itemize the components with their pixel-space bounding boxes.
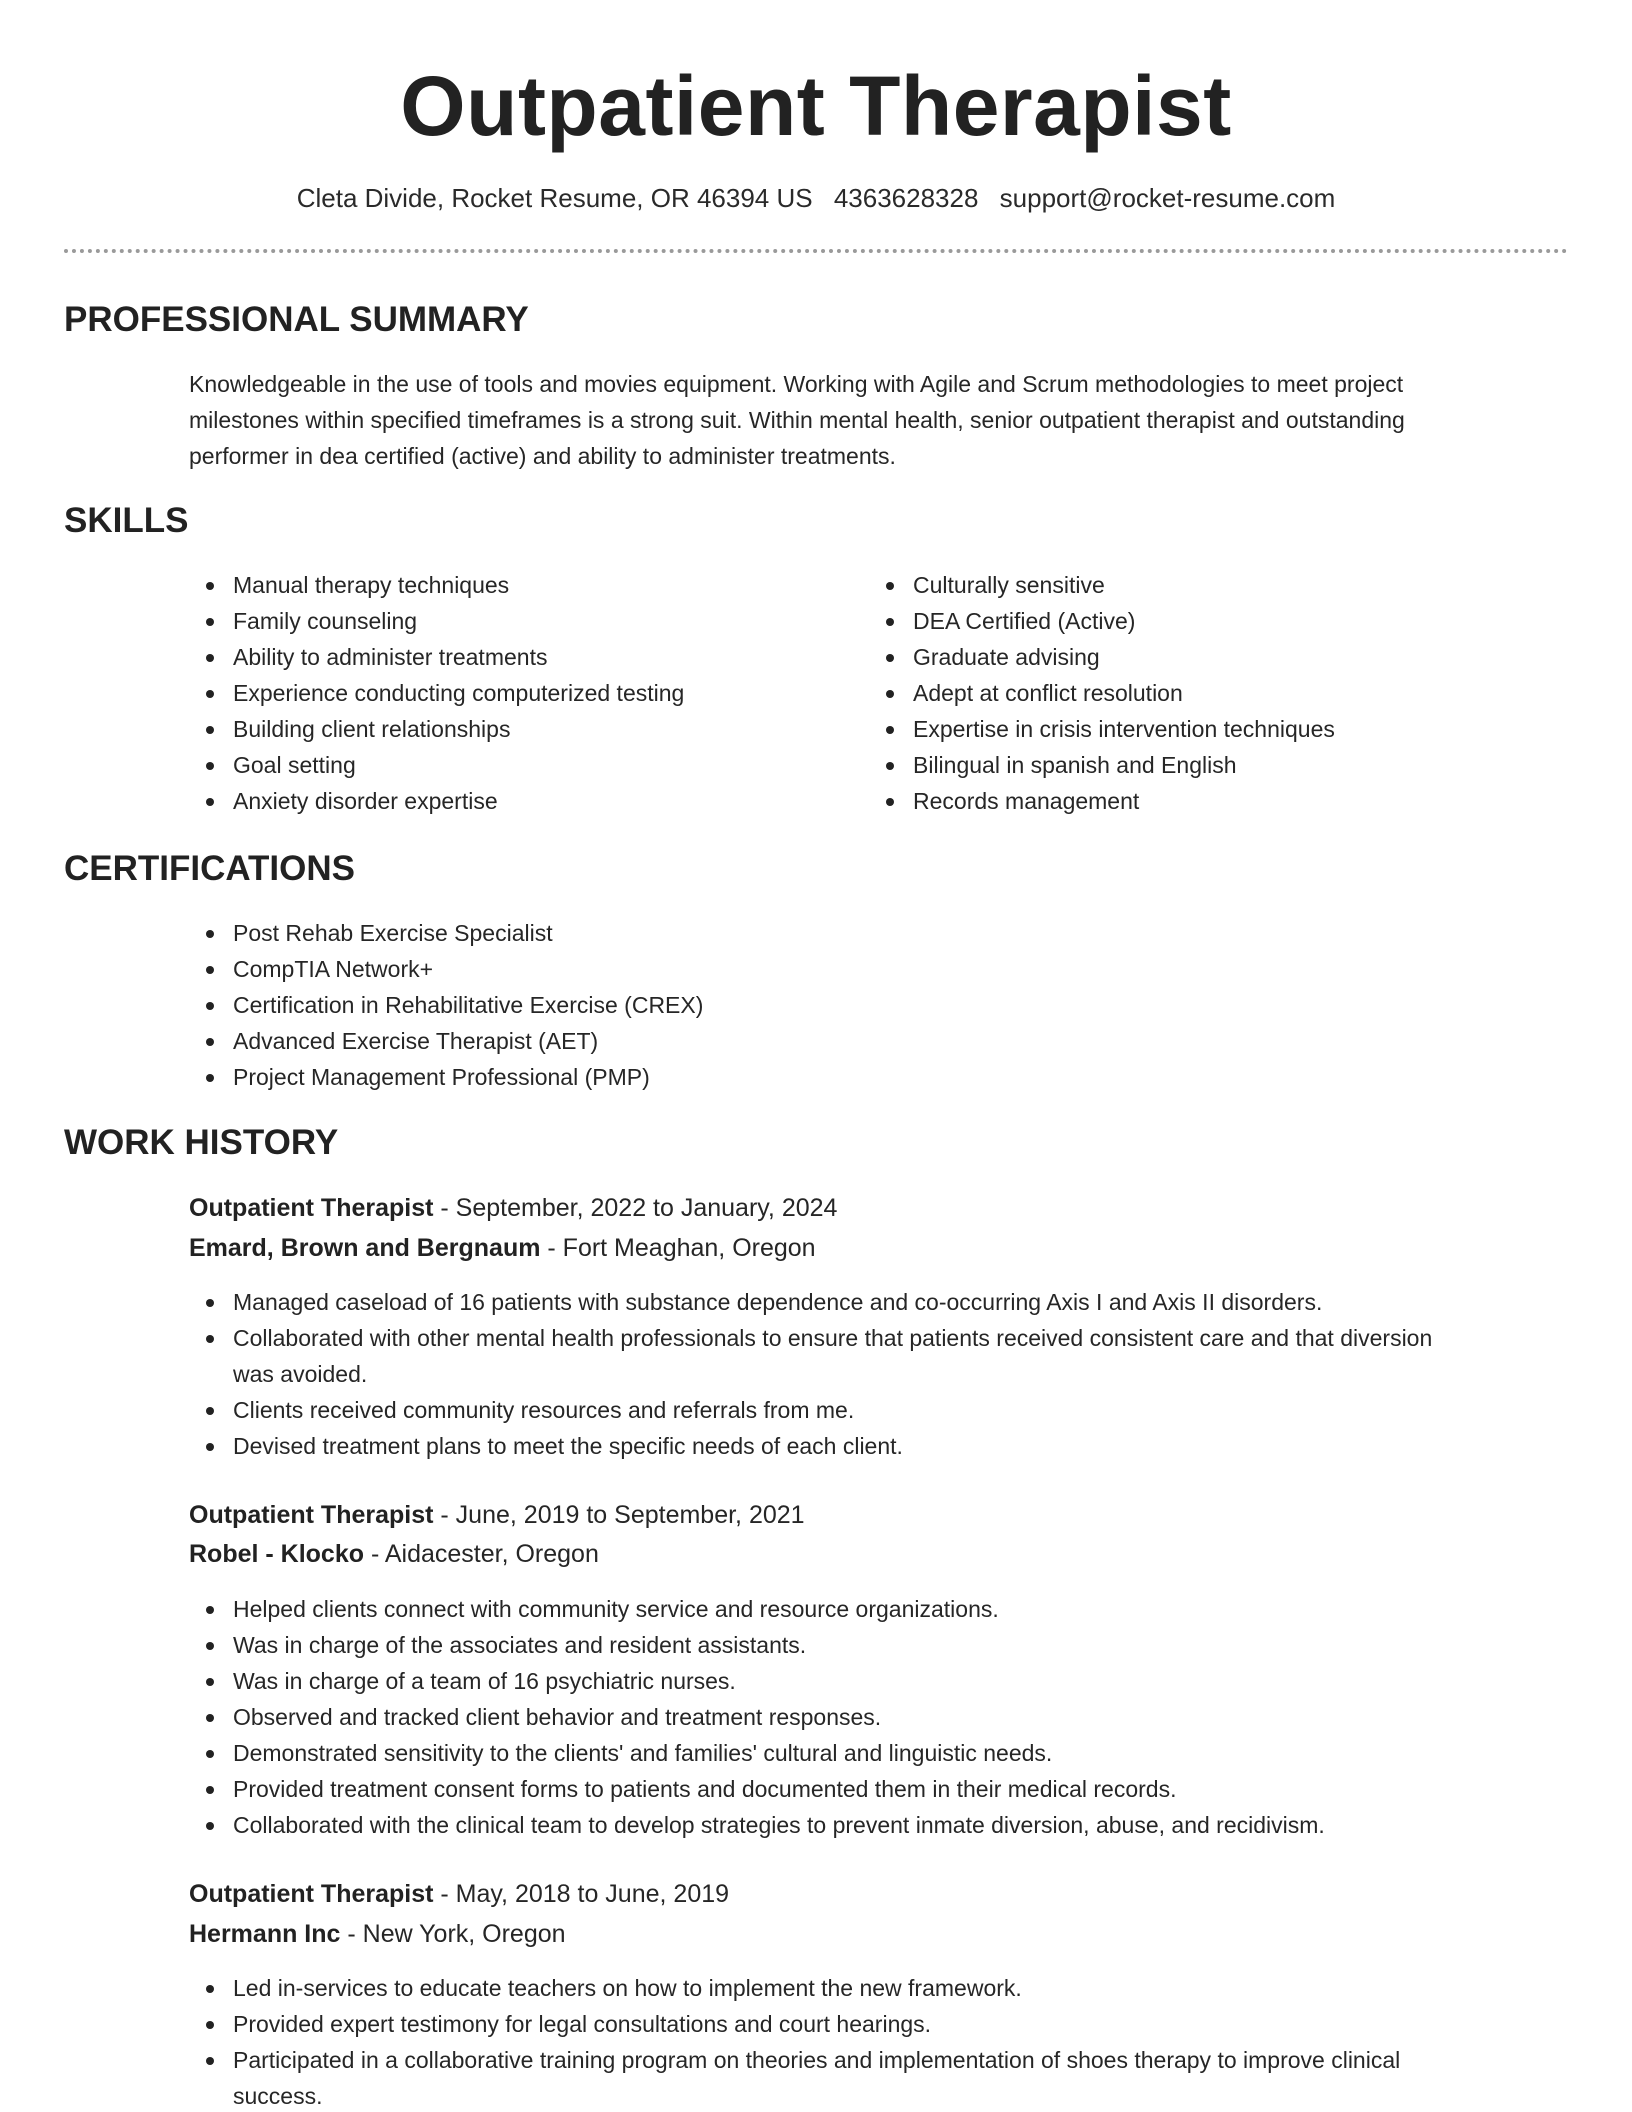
job-title-line xyxy=(189,1190,837,1226)
job-company-line xyxy=(189,1230,816,1266)
job-title-line xyxy=(189,1497,805,1533)
job-bullet: Provided treatment consent forms to patients and documented them in their medical records. xyxy=(189,1771,1569,1807)
job-bullet: Was in charge of the associates and resident assistants. xyxy=(189,1627,1569,1663)
job-bullet: Participated in a collaborative training program on theories and implementation of shoes therapy to improve clinical xyxy=(189,2042,1569,2078)
job-bullet: Helped clients connect with community service and resource organizations. xyxy=(189,1591,1569,1627)
job-bullet: Observed and tracked client behavior and treatment responses. xyxy=(189,1699,1569,1735)
contact-phone: 4363628328 xyxy=(833,183,979,213)
certification-item: Advanced Exercise Therapist (AET) xyxy=(189,1023,1549,1059)
job-bullet: Managed caseload of 16 patients with substance dependence and co-occurring Axis I and Axis II disorders. xyxy=(189,1284,1569,1320)
job-location: - Aidacester, Oregon xyxy=(364,1540,599,1568)
contact-address: Cleta Divide, Rocket Resume, OR 46394 US xyxy=(296,183,813,213)
certification-item: Certification in Rehabilitative Exercise (CREX) xyxy=(189,987,1549,1023)
job-company: Hermann Inc xyxy=(189,1920,341,1948)
job-company-line xyxy=(189,1916,566,1952)
section-title-summary: PROFESSIONAL SUMMARY xyxy=(64,300,529,339)
job-bullets xyxy=(189,1284,1569,1464)
job-location: - New York, Oregon xyxy=(340,1920,566,1948)
job-bullet: Demonstrated sensitivity to the clients' and families' cultural and linguistic needs. xyxy=(189,1735,1569,1771)
job-dates: - June, 2019 to September, 2021 xyxy=(433,1501,805,1529)
job-title: Outpatient Therapist xyxy=(189,1501,434,1529)
job-bullet: Led in-services to educate teachers on how to implement the new framework. xyxy=(189,1970,1569,2006)
section-title-skills: SKILLS xyxy=(64,501,189,540)
certification-item: Project Management Professional (PMP) xyxy=(189,1059,1549,1095)
job-location: - Fort Meaghan, Oregon xyxy=(540,1234,816,1262)
contact-email: support@rocket-resume.com xyxy=(999,183,1336,213)
job-title: Outpatient Therapist xyxy=(189,1880,434,1908)
job-bullet-continuation: success. xyxy=(233,2083,323,2109)
skill-item: Ability to administer treatments xyxy=(189,639,849,675)
job-bullet: Was in charge of a team of 16 psychiatric nurses. xyxy=(189,1663,1569,1699)
job-bullet: Clients received community resources and referrals from me. xyxy=(189,1392,1569,1428)
job-bullet: Provided expert testimony for legal consultations and court hearings. xyxy=(189,2006,1569,2042)
section-title-certifications: CERTIFICATIONS xyxy=(64,849,356,888)
skill-item: Goal setting xyxy=(189,747,849,783)
job-company-line xyxy=(189,1536,599,1572)
summary-line: Knowledgeable in the use of tools and movies equipment. Working with Agile and Scrum methodologies to meet project xyxy=(189,371,1404,397)
job-bullet: Collaborated with the clinical team to develop strategies to prevent inmate diversion, abuse, and recidivism. xyxy=(189,1807,1569,1843)
skill-item: DEA Certified (Active) xyxy=(869,603,1529,639)
certification-item: Post Rehab Exercise Specialist xyxy=(189,915,1549,951)
skill-item: Adept at conflict resolution xyxy=(869,675,1529,711)
job-title: Outpatient Therapist xyxy=(189,1194,434,1222)
job-company: Robel - Klocko xyxy=(189,1540,365,1568)
skill-item: Expertise in crisis intervention techniques xyxy=(869,711,1529,747)
skill-item: Graduate advising xyxy=(869,639,1529,675)
job-bullets xyxy=(189,1970,1569,2112)
job-bullet: Devised treatment plans to meet the specific needs of each client. xyxy=(189,1428,1569,1464)
skill-item: Anxiety disorder expertise xyxy=(189,783,849,819)
skill-item: Bilingual in spanish and English xyxy=(869,747,1529,783)
summary-line: performer in dea certified (active) and ability to administer treatments. xyxy=(189,443,896,469)
job-bullet: Collaborated with other mental health professionals to ensure that patients received consistent care and that diversion xyxy=(189,1320,1569,1356)
skills-list-left xyxy=(189,567,849,819)
job-bullet-continuation: was avoided. xyxy=(233,1361,368,1387)
skill-item: Experience conducting computerized testing xyxy=(189,675,849,711)
skill-item: Building client relationships xyxy=(189,711,849,747)
skills-list-right xyxy=(869,567,1529,819)
job-dates: - September, 2022 to January, 2024 xyxy=(433,1194,838,1222)
certification-item: CompTIA Network+ xyxy=(189,951,1549,987)
header-divider xyxy=(64,249,1568,253)
job-dates: - May, 2018 to June, 2019 xyxy=(433,1880,730,1908)
certifications-list xyxy=(189,915,1549,1095)
section-title-work-history: WORK HISTORY xyxy=(64,1123,339,1162)
job-title-line xyxy=(189,1876,729,1912)
skill-item: Records management xyxy=(869,783,1529,819)
summary-text xyxy=(189,366,1549,474)
skill-item: Manual therapy techniques xyxy=(189,567,849,603)
job-bullets xyxy=(189,1591,1569,1843)
candidate-name: Outpatient Therapist xyxy=(400,59,1232,153)
job-company: Emard, Brown and Bergnaum xyxy=(189,1234,541,1262)
skill-item: Culturally sensitive xyxy=(869,567,1529,603)
skill-item: Family counseling xyxy=(189,603,849,639)
summary-line: milestones within specified timeframes is a strong suit. Within mental health, senior outpatient therapist and outstanding xyxy=(189,407,1405,433)
contact-line xyxy=(0,180,1632,216)
